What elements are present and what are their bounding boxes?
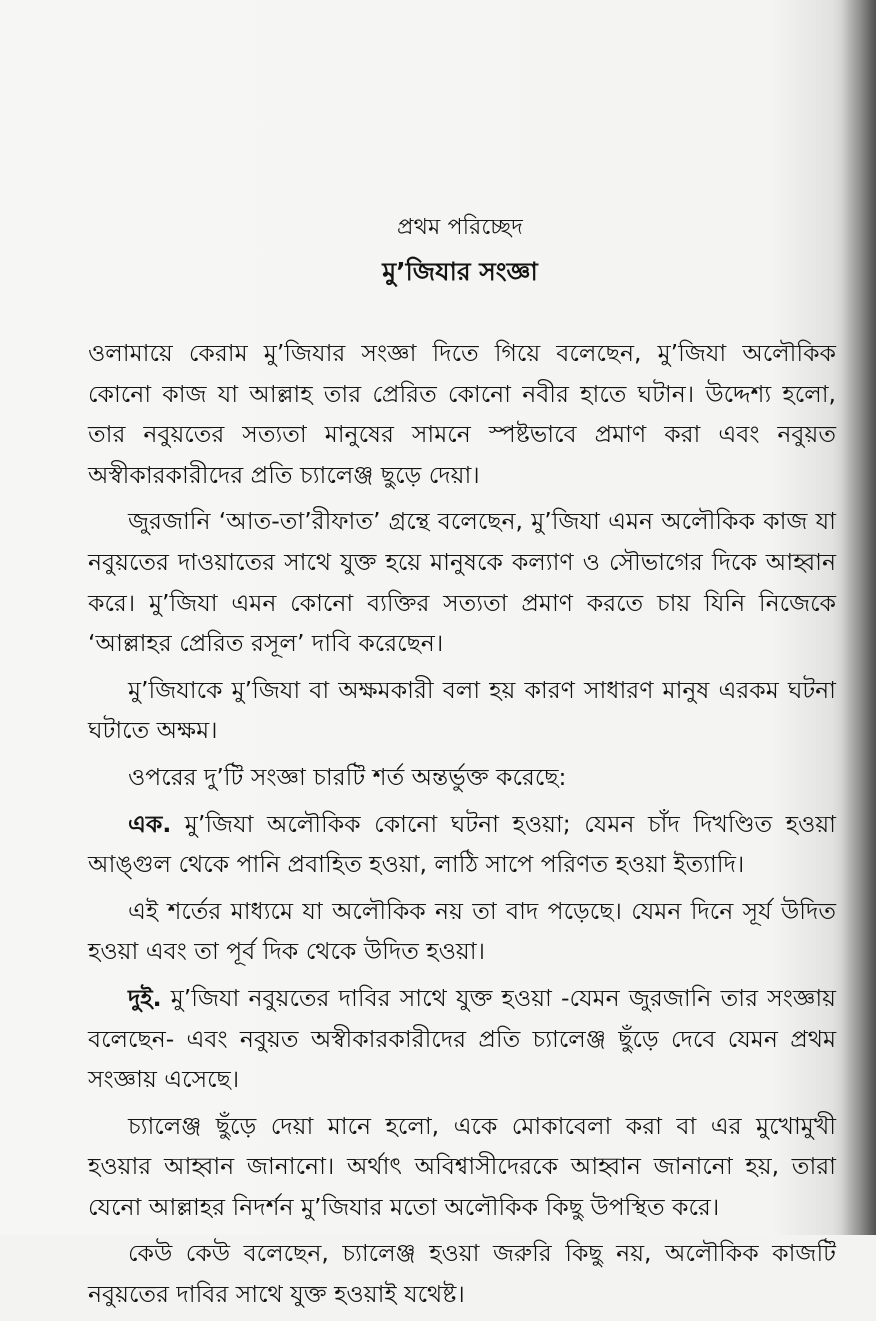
paragraph-3-text: মু’জিযাকে মু’জিযা বা অক্ষমকারী বলা হয় কারণ সাধারণ মানুষ এরকম ঘটনা ঘটাতে অক্ষম। — [88, 675, 836, 745]
paragraph-7-text: মু’জিযা নবুয়তের দাবির সাথে যুক্ত হওয়া -যেমন জুরজানি তার সংজ্ঞায় বলেছেন- এবং নবুয়ত অস্বীকারকারীদের প্রতি চ্যালেঞ্জ ছুঁড়ে দেবে যেমন প্রথম সংজ্ঞায় এসেছে। — [88, 983, 836, 1094]
paragraph-8 — [88, 1106, 836, 1228]
paragraph-3 — [88, 670, 836, 751]
paragraph-5-lead: এক. — [128, 809, 172, 838]
chapter-title: মু’জিযার সংজ্ঞা — [382, 257, 538, 286]
chapter-label: প্রথম পরিচ্ছেদ — [396, 215, 524, 240]
paragraph-1 — [88, 333, 836, 495]
paragraph-7-lead: দুই. — [128, 983, 162, 1012]
paragraph-9 — [88, 1233, 836, 1314]
paragraph-5-text: মু’জিযা অলৌকিক কোনো ঘটনা হওয়া; যেমন চাঁদ দিখণ্ডিত হওয়া আঙ্গুল থেকে পানি প্রবাহিত হওয়া, লাঠি সাপে পরিণত হওয়া ইত্যাদি। — [88, 809, 836, 879]
paragraph-4 — [88, 757, 836, 798]
paragraph-9-text: কেউ কেউ বলেছেন, চ্যালেঞ্জ হওয়া জরুরি কিছু নয়, অলৌকিক কাজটি নবুয়তের দাবির সাথে যুক্ত হওয়াই যথেষ্ট। — [88, 1239, 836, 1309]
paragraph-8-text: চ্যালেঞ্জ ছুঁড়ে দেয়া মানে হলো, একে মোকাবেলা করা বা এর মুখোমুখী হওয়ার আহ্বান জানানো। অর্থাৎ অবিশ্বাসীদেরকে আহ্বান জানানো হয়, তারা যেনো আল্লাহর নিদর্শন মু’জিযার মতো অলৌকিক কিছু উপস্থিত করে। — [88, 1111, 836, 1221]
paragraph-1-text: ওলামায়ে কেরাম মু’জিযার সংজ্ঞা দিতে গিয়ে বলেছেন, মু’জিযা অলৌকিক কোনো কাজ যা আল্লাহ তার প্রেরিত কোনো নবীর হাতে ঘটান। উদ্দেশ্য হলো, তার নবুয়তের সত্যতা মানুষের সামনে স্পষ্টভাবে প্রমাণ করা এবং নবুয়ত অস্বীকারকারীদের প্রতি চ্যালেঞ্জ ছুড়ে দেয়া। — [88, 339, 836, 489]
paragraph-6-text: এই শর্তের মাধ্যমে যা অলৌকিক নয় তা বাদ পড়েছে। যেমন দিনে সূর্য উদিত হওয়া এবং তা পূর্ব দিক থেকে উদিত হওয়া। — [88, 896, 836, 966]
body-text — [88, 333, 836, 1321]
paragraph-2-text: জুরজানি ‘আত-তা’রীফাত’ গ্রন্থে বলেছেন, মু’জিযা এমন অলৌকিক কাজ যা নবুয়তের দাওয়াতের সাথে যুক্ত হয়ে মানুষকে কল্যাণ ও সৌভাগের দিকে আহ্বান করে। মু’জিযা এমন কোনো ব্যক্তির সত্যতা প্রমাণ করতে চায় যিনি নিজেকে ‘আল্লাহর প্রেরিত রসূল’ দাবি করেছেন। — [88, 507, 836, 658]
paragraph-6 — [88, 891, 836, 972]
paragraph-2 — [88, 501, 836, 663]
paragraph-4-text: ওপরের দু’টি সংজ্ঞা চারটি শর্ত অন্তর্ভুক্ত করেছে: — [128, 762, 567, 791]
paragraph-7 — [88, 978, 836, 1100]
book-spine-shadow — [842, 0, 876, 1235]
paragraph-5 — [88, 804, 836, 885]
